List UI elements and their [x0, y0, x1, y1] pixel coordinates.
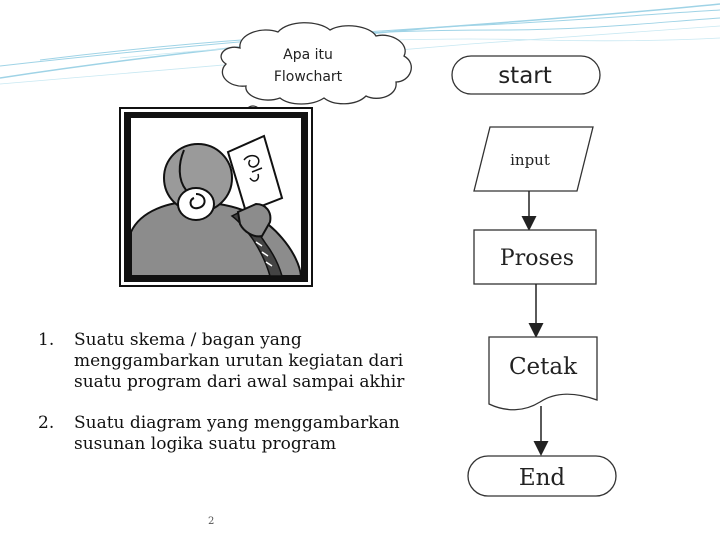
- definition-line: suatu program dari awal sampai akhir: [74, 372, 405, 392]
- start-label: start: [498, 63, 552, 89]
- definition-item-2: [38, 413, 418, 455]
- definition-number: 2.: [38, 413, 55, 433]
- definition-item-1: [38, 330, 418, 393]
- page-number: 2: [208, 516, 215, 527]
- definition-line: susunan logika suatu program: [74, 434, 337, 454]
- thinking-person-clipart: [120, 108, 312, 286]
- flowchart: [452, 56, 616, 496]
- definition-line: Suatu skema / bagan yang: [74, 330, 302, 350]
- thought-text-line-2: Flowchart: [273, 69, 343, 85]
- print-label: Cetak: [508, 354, 578, 380]
- input-label: input: [510, 151, 550, 169]
- definition-line: Suatu diagram yang menggambarkan: [74, 413, 400, 433]
- process-label: Proses: [499, 246, 575, 271]
- definition-list: [38, 330, 418, 475]
- definition-line: menggambarkan urutan kegiatan dari: [74, 351, 404, 371]
- definition-number: 1.: [38, 330, 55, 350]
- thought-text-line-1: Apa itu: [283, 47, 333, 63]
- end-label: End: [518, 465, 566, 491]
